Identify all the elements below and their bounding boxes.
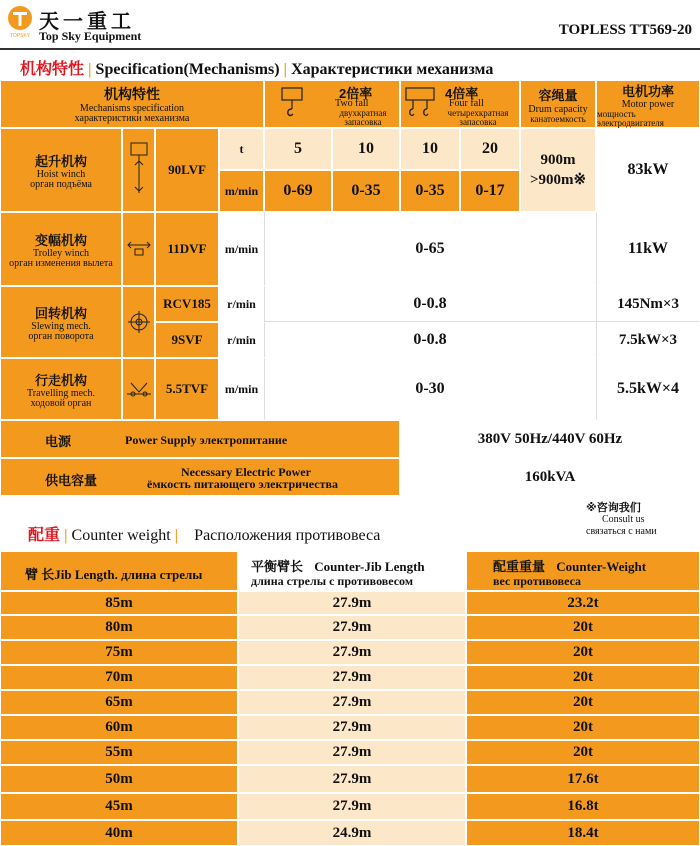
slewing-unit-1: r/min: [219, 286, 264, 322]
cw-weight: 20t: [466, 640, 700, 665]
brand-logo: [5, 5, 35, 39]
cw-counter-jib: 27.9m: [238, 715, 466, 740]
mech-title-cn: 机构特性: [20, 61, 85, 78]
hoist-unit-t: t: [219, 128, 264, 170]
logo-text-en: Top Sky Equipment: [39, 29, 142, 43]
cw-row: [0, 640, 700, 665]
slewing-model-1: RCV185: [155, 286, 219, 322]
cw-jib: 70m: [0, 665, 238, 690]
cw-jib: 65m: [0, 690, 238, 715]
power-supply-value: 380V 50Hz/440V 60Hz: [400, 420, 700, 458]
hook-icon: [281, 87, 303, 119]
th-motor: 电机功率 Motor power мощность электродвигателя: [596, 80, 700, 128]
cw-head-jib: 臂 长Jib Length. длина стрелы: [0, 551, 238, 591]
cw-jib: 50m: [0, 765, 238, 793]
cw-jib: 40m: [0, 820, 238, 846]
trolley-icon: [122, 212, 155, 286]
trolley-unit: m/min: [219, 212, 264, 286]
cw-row: [0, 820, 700, 846]
cw-counter-jib: 27.9m: [238, 740, 466, 765]
cw-weight: 20t: [466, 665, 700, 690]
trolley-power: 11kW: [596, 212, 700, 286]
header: [0, 0, 700, 50]
hoist-unit-speed: m/min: [219, 170, 264, 212]
cw-jib: 85m: [0, 591, 238, 615]
power-supply-label: 电源 Power Supply электропитание: [0, 420, 400, 458]
hoist-load-3: 10: [400, 128, 460, 170]
slewing-unit-2: r/min: [219, 322, 264, 358]
cw-weight: 18.4t: [466, 820, 700, 846]
th-two-fall: 2倍率 Two fall двухкратная запасовка: [264, 80, 400, 128]
cw-head-weight: 配重重量 Counter-Weight вес противовеса: [466, 551, 700, 591]
slewing-speed-2: 0-0.8: [264, 322, 596, 358]
hoist-speed-2: 0-35: [332, 170, 400, 212]
cw-counter-jib: 27.9m: [238, 690, 466, 715]
cw-jib: 75m: [0, 640, 238, 665]
cw-weight: 20t: [466, 615, 700, 640]
slewing-label: 回转机构 Slewing mech. орган поворота: [0, 286, 122, 358]
slewing-icon: [122, 286, 155, 358]
cw-head-counter-jib: 平衡臂长 Counter-Jib Length длина стрелы с противовесом: [238, 551, 466, 591]
cw-row: [0, 740, 700, 765]
hoist-load-4: 20: [460, 128, 520, 170]
cw-row: [0, 765, 700, 793]
cw-row: [0, 591, 700, 615]
cw-jib: 45m: [0, 793, 238, 820]
mech-title-ru: Характеристики механизма: [291, 61, 494, 78]
trolley-model: 11DVF: [155, 212, 219, 286]
th-drum: 容绳量 Drum capacity канатоемкость: [520, 80, 596, 128]
cw-row: [0, 665, 700, 690]
travel-icon: [122, 358, 155, 420]
hoist-speed-4: 0-17: [460, 170, 520, 212]
cw-weight: 17.6t: [466, 765, 700, 793]
travel-unit: m/min: [219, 358, 264, 420]
counter-weight-title: 配重 | Counter weight | Расположения противовеса: [28, 527, 381, 544]
cw-weight: 20t: [466, 690, 700, 715]
hoist-load-1: 5: [264, 128, 332, 170]
travel-speed: 0-30: [264, 358, 596, 420]
cw-row: [0, 615, 700, 640]
slewing-model-2: 9SVF: [155, 322, 219, 358]
th-four-fall: 4倍率 Four fall четырехкратная запасовка: [400, 80, 520, 128]
cw-counter-jib: 27.9m: [238, 665, 466, 690]
travel-label: 行走机构 Travelling mech. ходовой орган: [0, 358, 122, 420]
logo-text-cn: 天一重工: [39, 11, 135, 33]
cw-weight: 16.8t: [466, 793, 700, 820]
cw-weight: 20t: [466, 740, 700, 765]
cw-counter-jib: 27.9m: [238, 793, 466, 820]
double-hook-icon: [405, 87, 435, 119]
travel-model: 5.5TVF: [155, 358, 219, 420]
cw-jib: 55m: [0, 740, 238, 765]
cw-counter-jib: 27.9m: [238, 615, 466, 640]
header-divider: [0, 48, 700, 50]
trolley-label: 变幅机构 Trolley winch орган изменения вылета: [0, 212, 122, 286]
trolley-speed: 0-65: [264, 212, 596, 286]
hoist-power: 83kW: [596, 128, 700, 212]
cw-weight: 20t: [466, 715, 700, 740]
cw-weight: 23.2t: [466, 591, 700, 615]
hoist-model: 90LVF: [155, 128, 219, 212]
cw-row: [0, 715, 700, 740]
cw-row: [0, 793, 700, 820]
th-mechanisms: 机构特性 Mechanisms specification характеристики механизма: [0, 80, 264, 128]
cw-row: [0, 690, 700, 715]
travel-power: 5.5kW×4: [596, 358, 700, 420]
cw-counter-jib: 27.9m: [238, 591, 466, 615]
cw-counter-jib: 24.9m: [238, 820, 466, 846]
hoist-drum: 900m >900m※: [520, 128, 596, 212]
consult-note: ※咨询我们 Consult us связаться с нами: [586, 502, 657, 537]
hoist-speed-1: 0-69: [264, 170, 332, 212]
power-capacity-value: 160kVA: [400, 458, 700, 496]
slewing-power-2: 7.5kW×3: [596, 322, 700, 358]
hoist-label: 起升机构 Hoist winch орган подъёма: [0, 128, 122, 212]
mech-title-en: Specification(Mechanisms): [95, 61, 280, 78]
svg-text:TOPSKY: TOPSKY: [9, 33, 31, 39]
hoist-load-2: 10: [332, 128, 400, 170]
cw-counter-jib: 27.9m: [238, 640, 466, 665]
model-name: TOPLESS TT569-20: [558, 22, 692, 38]
power-capacity-label: 供电容量 Necessary Electric Power ёмкость питающего электричества: [0, 458, 400, 496]
hoist-speed-3: 0-35: [400, 170, 460, 212]
cw-counter-jib: 27.9m: [238, 765, 466, 793]
slewing-power-1: 145Nm×3: [596, 286, 700, 322]
hoist-icon: [122, 128, 155, 212]
cw-jib: 80m: [0, 615, 238, 640]
cw-jib: 60m: [0, 715, 238, 740]
mech-title: 机构特性 | Specification(Mechanisms) | Характеристики механизма: [20, 61, 494, 78]
slewing-speed-1: 0-0.8: [264, 286, 596, 322]
